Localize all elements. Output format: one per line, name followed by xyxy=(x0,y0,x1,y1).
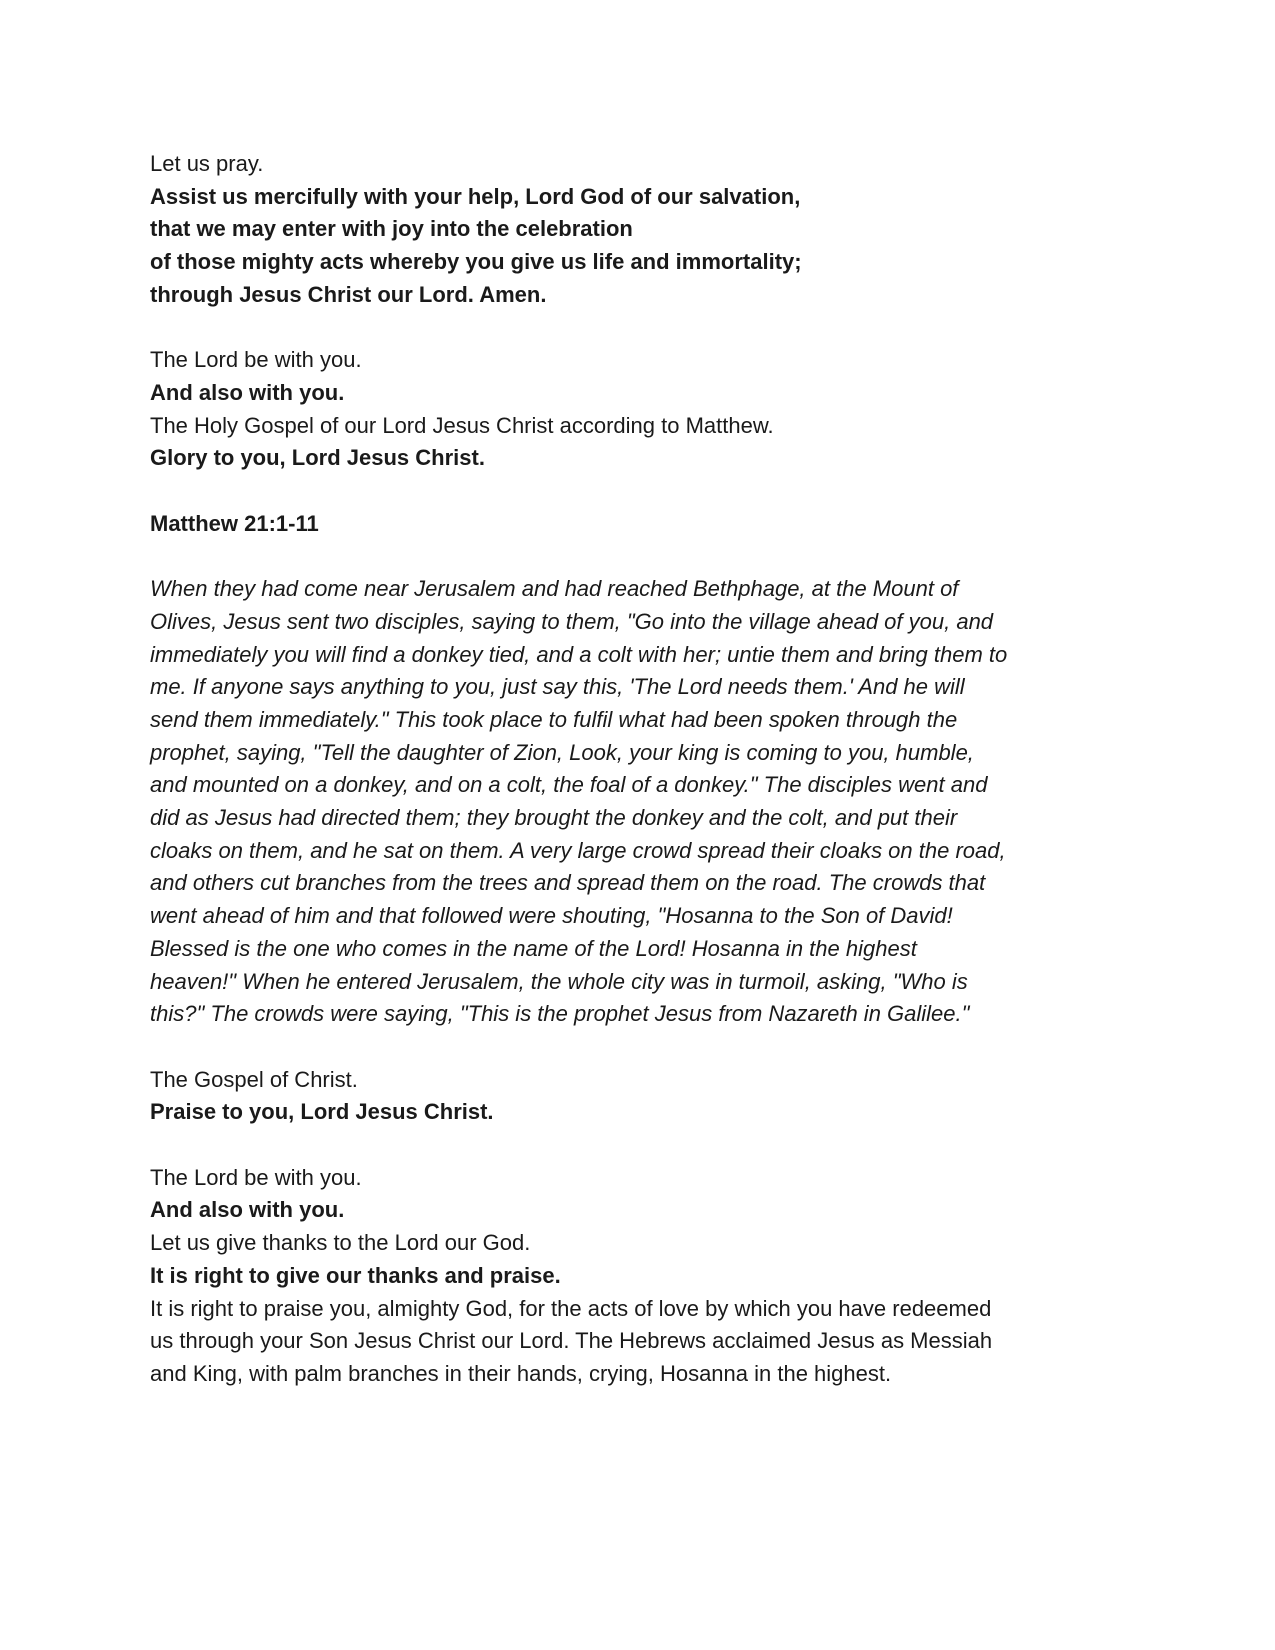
spacer xyxy=(150,1129,1140,1162)
gospel-acclamation: Glory to you, Lord Jesus Christ. xyxy=(150,445,485,471)
reading-line: and others cut branches from the trees and spread them on the road. The crowds that xyxy=(150,870,986,896)
collect-line: that we may enter with joy into the celebration xyxy=(150,216,633,242)
gospel-close-section xyxy=(150,1064,1140,1129)
reading-line: Blessed is the one who comes in the name of the Lord! Hosanna in the highest xyxy=(150,935,917,961)
thanksgiving-response: It is right to give our thanks and praise. xyxy=(150,1262,561,1288)
reading-line: prophet, saying, "Tell the daughter of Zion, Look, your king is coming to you, humble, xyxy=(150,739,974,765)
reading-line: me. If anyone says anything to you, just say this, 'The Lord needs them.' And he will xyxy=(150,674,965,700)
great-thanksgiving-section xyxy=(150,1162,1140,1391)
spacer xyxy=(150,1031,1140,1064)
reading-line: cloaks on them, and he sat on them. A very large crowd spread their cloaks on the road, xyxy=(150,837,1006,863)
collect-line: through Jesus Christ our Lord. Amen. xyxy=(150,281,547,307)
spacer xyxy=(150,540,1140,573)
reading-line: When they had come near Jerusalem and had reached Bethphage, at the Mount of xyxy=(150,576,959,602)
reading-line: went ahead of him and that followed were shouting, "Hosanna to the Son of David! xyxy=(150,903,953,929)
prayer-invitation: Let us pray. xyxy=(150,151,264,176)
reading-line: immediately you will find a donkey tied, and a colt with her; untie them and bring them to xyxy=(150,641,1008,667)
reading-reference: Matthew 21:1-11 xyxy=(150,510,319,536)
greeting-response: And also with you. xyxy=(150,1197,345,1223)
gospel-close-response: Praise to you, Lord Jesus Christ. xyxy=(150,1099,494,1125)
greeting-response: And also with you. xyxy=(150,379,345,405)
reading-line: and mounted on a donkey, and on a colt, the foal of a donkey." The disciples went and xyxy=(150,772,988,798)
reading-text xyxy=(150,573,1140,1031)
spacer xyxy=(150,475,1140,508)
preface-line: us through your Son Jesus Christ our Lord. The Hebrews acclaimed Jesus as Messiah xyxy=(150,1328,993,1354)
preface-line: It is right to praise you, almighty God, for the acts of love by which you have redeemed xyxy=(150,1295,992,1321)
spacer xyxy=(150,312,1140,345)
greeting: The Lord be with you. xyxy=(150,1164,362,1190)
gospel-intro-section xyxy=(150,344,1140,475)
reading-line: send them immediately." This took place to fulfil what had been spoken through the xyxy=(150,706,958,732)
collect-line: Assist us mercifully with your help, Lord God of our salvation, xyxy=(150,183,801,209)
gospel-close-statement: The Gospel of Christ. xyxy=(150,1066,358,1092)
gospel-announcement: The Holy Gospel of our Lord Jesus Christ according to Matthew. xyxy=(150,412,774,438)
liturgy-content xyxy=(150,148,1140,1391)
thanksgiving-invitation: Let us give thanks to the Lord our God. xyxy=(150,1230,531,1256)
collect-section xyxy=(150,148,1140,312)
collect-line: of those mighty acts whereby you give us life and immortality; xyxy=(150,249,802,275)
greeting: The Lord be with you. xyxy=(150,347,362,373)
reading-line: Olives, Jesus sent two disciples, saying to them, "Go into the village ahead of you, and xyxy=(150,608,994,634)
preface-line: and King, with palm branches in their hands, crying, Hosanna in the highest. xyxy=(150,1360,892,1386)
reading-line: did as Jesus had directed them; they brought the donkey and the colt, and put their xyxy=(150,805,958,831)
reading-line: this?" The crowds were saying, "This is the prophet Jesus from Nazareth in Galilee." xyxy=(150,1001,970,1027)
reading-line: heaven!" When he entered Jerusalem, the whole city was in turmoil, asking, "Who is xyxy=(150,968,968,994)
